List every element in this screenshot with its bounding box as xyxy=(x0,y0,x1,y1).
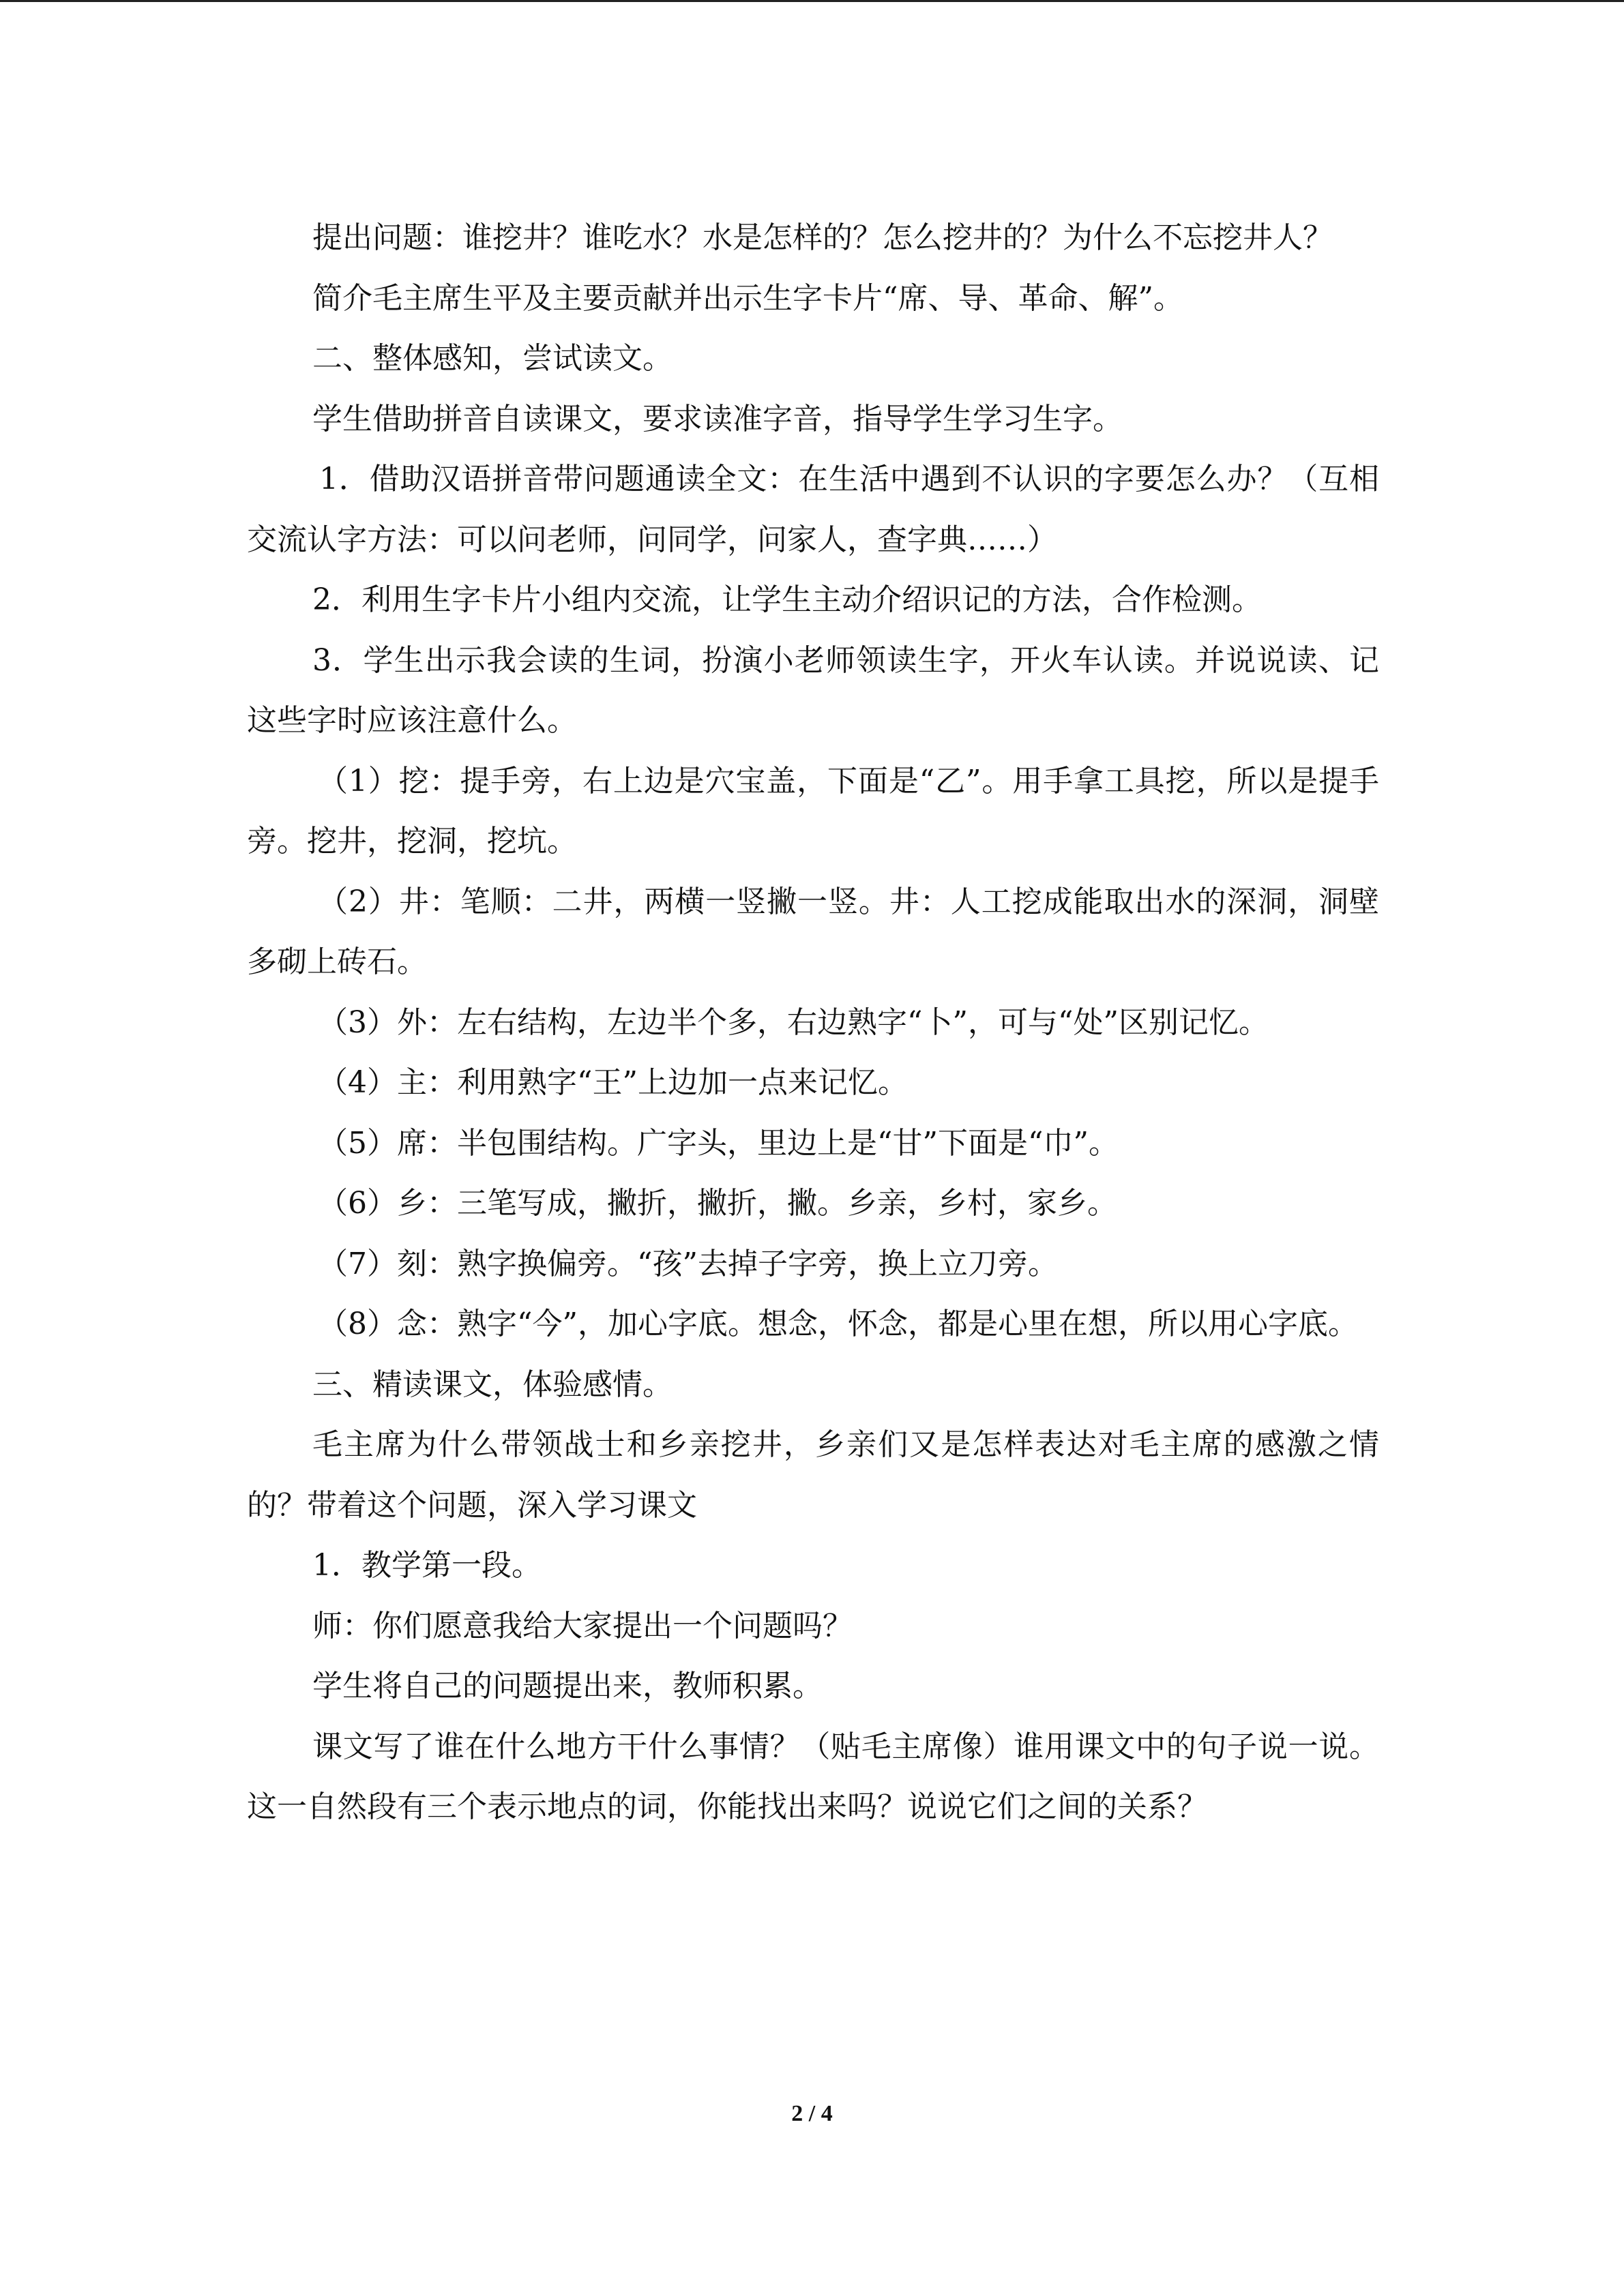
paragraph: 学生将自己的问题提出来，教师积累。 xyxy=(312,1669,823,1703)
list-item: （3）外：左右结构，左边半个多，右边熟字“卜”，可与“处”区别记忆。 xyxy=(318,1004,1269,1040)
list-item: （1）挖：提手旁，右上边是穴宝盖，下面是“乙”。用手拿工具挖，所以是提手旁。挖井，挖洞，挖坑。 xyxy=(247,763,1379,859)
section-heading: 三、精读课文，体验感情。 xyxy=(312,1367,673,1402)
list-item: 1．教学第一段。 xyxy=(312,1548,542,1583)
paragraph: 简介毛主席生平及主要贡献并出示生字卡片“席、导、革命、解”。 xyxy=(312,280,1183,316)
top-border-line xyxy=(0,0,1624,2)
document-body xyxy=(247,208,1379,1838)
paragraph: 课文写了谁在什么地方干什么事情？（贴毛主席像）谁用课文中的句子说一说。这一自然段有三个表示地点的词，你能找出来吗？说说它们之间的关系？ xyxy=(247,1729,1379,1824)
list-item: （5）席：半包围结构。广字头，里边上是“甘”下面是“巾”。 xyxy=(318,1125,1119,1161)
paragraph: 师：你们愿意我给大家提出一个问题吗？ xyxy=(312,1608,853,1643)
list-item: 2．利用生字卡片小组内交流，让学生主动介绍识记的方法，合作检测。 xyxy=(312,582,1262,617)
list-item: （4）主：利用熟字“王”上边加一点来记忆。 xyxy=(318,1065,908,1100)
list-item: （2）井：笔顺：二井，两横一竖撇一竖。井：人工挖成能取出水的深洞，洞壁多砌上砖石。 xyxy=(247,884,1379,979)
list-item: （6）乡：三笔写成，撇折，撇折，撇。乡亲，乡村，家乡。 xyxy=(318,1186,1117,1221)
list-item: （8）念：熟字“今”，加心字底。想念，怀念，都是心里在想，所以用心字底。 xyxy=(318,1307,1358,1341)
list-item: 3．学生出示我会读的生词，扮演小老师领读生字，开火车认读。并说说读、记这些字时应该注意什么。 xyxy=(247,642,1379,738)
list-item: （7）刻：熟字换偏旁。“孩”去掉子字旁，换上立刀旁。 xyxy=(318,1246,1058,1281)
page-number: 2 / 4 xyxy=(791,2101,833,2126)
section-heading: 二、整体感知，尝试读文。 xyxy=(312,341,673,376)
paragraph: 学生借助拼音自读课文，要求读准字音，指导学生学习生字。 xyxy=(312,401,1123,436)
paragraph: 提出问题：谁挖井？谁吃水？水是怎样的？怎么挖井的？为什么不忘挖井人？ xyxy=(312,220,1333,255)
paragraph: 毛主席为什么带领战士和乡亲挖井，乡亲们又是怎样表达对毛主席的感激之情的？带着这个问题，深入学习课文 xyxy=(247,1427,1379,1523)
list-item: 1．借助汉语拼音带问题通读全文：在生活中遇到不认识的字要怎么办？（互相交流认字方法：可以问老师，问同学，问家人，查字典……） xyxy=(247,462,1379,557)
